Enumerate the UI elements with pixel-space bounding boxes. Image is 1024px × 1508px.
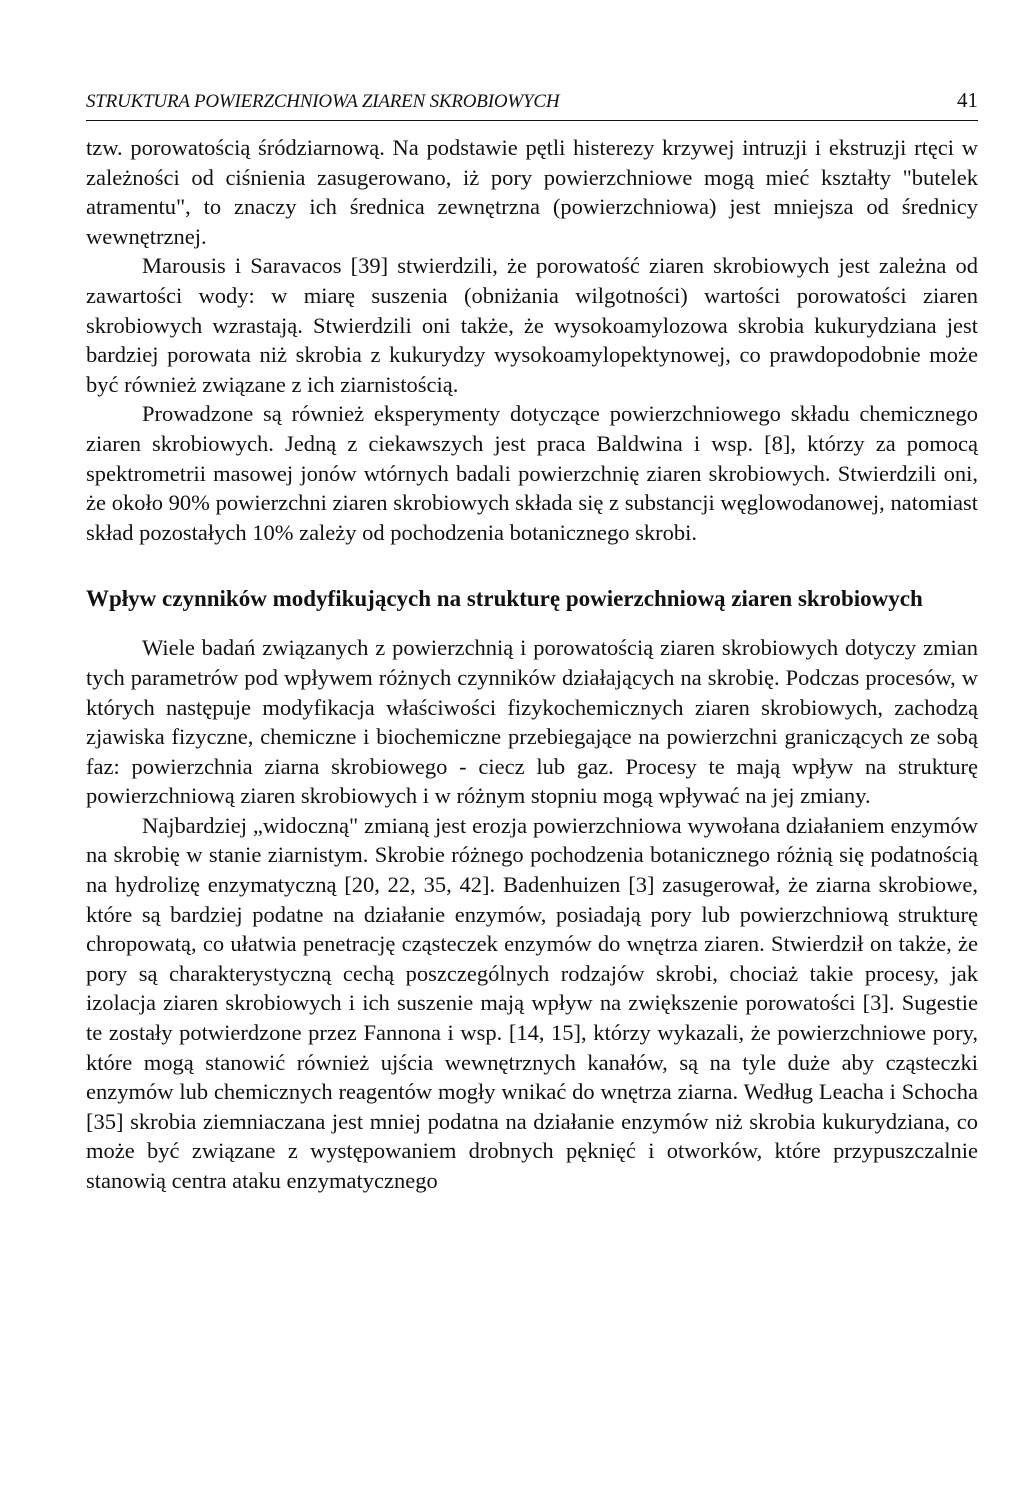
book-page — [86, 88, 978, 1196]
paragraph-5: Najbardziej „widoczną" zmianą jest erozja powierzchniowa wywołana działaniem enzymów na skrobię w stanie ziarnistym. Skrobie różnego pochodzenia botanicznego różnią się podatnością na hydrolizę enzymatyczną [20, 22, 35, 42]. Badenhuizen [3] zasugerował, że ziarna skrobiowe, które są bardziej podatne na działanie enzymów, posiadają pory lub powierzchniową strukturę chropowatą, co ułatwia penetrację cząsteczek enzymów do wnętrza ziaren. Stwierdził on także, że pory są charakterystyczną cechą poszczególnych rodzajów skrobi, chociaż takie procesy, jak izolacja ziaren skrobiowych i ich suszenie mają wpływ na zwiększenie porowatości [3]. Sugestie te zostały potwierdzone przez Fannona i wsp. [14, 15], którzy wykazali, że powierzchniowe pory, które mogą stanowić również ujścia wewnętrznych kanałów, są na tyle duże aby cząsteczki enzymów lub chemicznych reagentów mogły wnikać do wnętrza ziarna. Według Leacha i Schocha [35] skrobia ziemniaczana jest mniej podatna na działanie enzymów niż skrobia kukurydziana, co może być związane z występowaniem drobnych pęknięć i otworków, które przypuszczalnie stanowią centra ataku enzymatycznego — [86, 812, 978, 1193]
paragraph-2: Marousis i Saravacos [39] stwierdzili, że porowatość ziaren skrobiowych jest zależna od zawartości wody: w miarę suszenia (obniżania wilgotności) wartości porowatości ziaren skrobiowych wzrastają. Stwierdzili oni także, że wysokoamylozowa skrobia kukurydziana jest bardziej porowata niż skrobia z kukurydzy wysokoamylopektynowej, co prawdopodobnie może być również związane z ich ziarnistością. — [86, 253, 978, 397]
section-heading: Wpływ czynników modyfikujących na strukturę powierzchniową ziaren skrobiowych — [86, 586, 923, 612]
paragraph-4: Wiele badań związanych z powierzchnią i porowatością ziaren skrobiowych dotyczy zmian tych parametrów pod wpływem różnych czynników działających na skrobię. Podczas procesów, w których następuje modyfikacja właściwości fizykochemicznych ziaren skrobiowych, zachodzą zjawiska fizyczne, chemiczne i biochemiczne przebiegające na powierzchni graniczących ze sobą faz: powierzchnia ziarna skrobiowego - ciecz lub gaz. Procesy te mają wpływ na strukturę powierzchniową ziaren skrobiowych i w różnym stopniu mogą wpływać na jej zmiany. — [86, 635, 978, 809]
running-title: STRUKTURA POWIERZCHNIOWA ZIAREN SKROBIOWYCH — [86, 91, 560, 112]
page-number: 41 — [957, 88, 978, 112]
paragraph-3: Prowadzone są również eksperymenty dotyczące powierzchniowego składu chemicznego ziaren skrobiowych. Jedną z ciekawszych jest praca Baldwina i wsp. [8], którzy za pomocą spektrometrii masowej jonów wtórnych badali powierzchnię ziaren skrobiowych. Stwierdzili oni, że około 90% powierzchni ziaren skrobiowych składa się z substancji węglowodanowej, natomiast skład pozostałych 10% zależy od pochodzenia botanicznego skrobi. — [86, 401, 978, 545]
running-header — [86, 88, 978, 121]
paragraph-1: tzw. porowatością śródziarnową. Na podstawie pętli histerezy krzywej intruzji i ekstruzji rtęci w zależności od ciśnienia zasugerowano, iż pory powierzchniowe mogą mieć kształty "butelek atramentu", to znaczy ich średnica zewnętrzna (powierzchniowa) jest mniejsza od średnicy wewnętrznej. — [86, 135, 978, 249]
